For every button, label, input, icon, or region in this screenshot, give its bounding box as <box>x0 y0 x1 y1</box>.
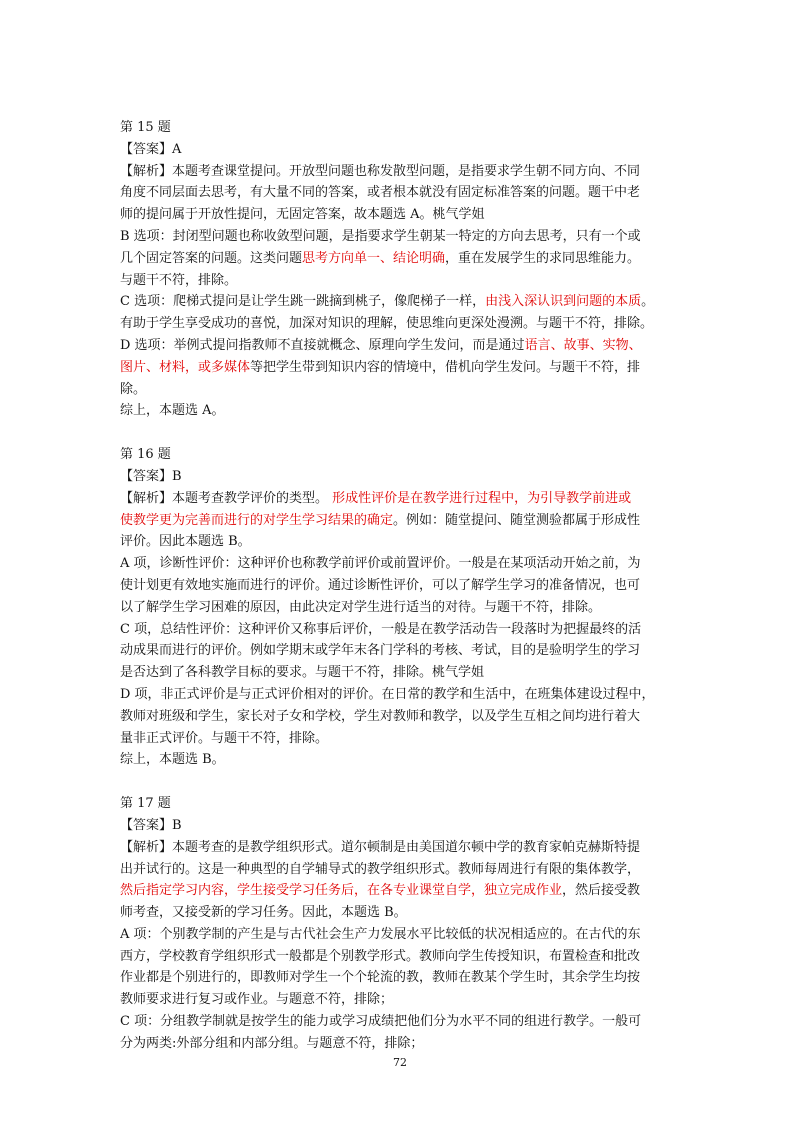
text-line <box>120 662 688 684</box>
text-segment: 西方，学校教育学组织形式一般都是个别教学形式。教师向学生传授知识，布置检查和批改 <box>120 948 641 964</box>
text-segment: 【解析】本题考查的是教学组织形式。道尔顿制是由美国道尔顿中学的教育家帕克赫斯特提 <box>120 839 641 855</box>
text-line <box>120 248 688 270</box>
text-segment: 是否达到了各科教学目标的要求。与题干不符，排除。桃气学姐 <box>120 665 485 681</box>
text-segment: 等把学生带到知识内容的情境中，借机向学生发问。与题干不符，排 <box>250 359 641 375</box>
text-line <box>120 161 688 183</box>
text-line <box>120 1033 688 1055</box>
text-line <box>120 357 688 379</box>
text-segment: 作业都是个别进行的，即教师对学生一个个轮流的教，教师在教某个学生时，其余学生均按 <box>120 970 641 986</box>
text-segment: 分为两类:外部分组和内部分组。与题意不符，排除； <box>120 1035 424 1051</box>
text-segment: C 项：分组教学制就是按学生的能力或学习成绩把他们分为水平不同的组进行教学。一般可 <box>120 1014 642 1030</box>
text-line <box>120 270 688 292</box>
highlighted-text: 由浅入深认识到问题的本质 <box>485 294 642 310</box>
text-line <box>120 967 688 989</box>
text-line <box>120 575 688 597</box>
text-line <box>120 531 688 553</box>
text-segment: 角度不同层面去思考，有大量不同的答案，或者根本就没有固定标准答案的问题。题干中老 <box>120 185 641 201</box>
text-line <box>120 706 688 728</box>
text-segment: D 项，非正式评价是与正式评价相对的评价。在日常的教学和生活中，在班集体建设过程中， <box>120 686 655 702</box>
text-line <box>120 291 688 313</box>
text-line <box>120 117 688 139</box>
text-line <box>120 444 688 466</box>
text-line <box>120 139 688 161</box>
text-line <box>120 902 688 924</box>
text-line <box>120 815 688 837</box>
section-gap <box>120 771 688 793</box>
text-line <box>120 749 688 771</box>
text-line <box>120 946 688 968</box>
text-segment: 教师要求进行复习或作业。与题意不符，排除； <box>120 992 394 1008</box>
text-line <box>120 182 688 204</box>
highlighted-text: 使教学更为完善而进行的对学生学习结果的确定 <box>120 512 394 528</box>
text-line <box>120 859 688 881</box>
text-line <box>120 640 688 662</box>
text-segment: C 项，总结性评价：这种评价又称事后评价，一般是在教学活动告一段落时为把握最终的活 <box>120 621 642 637</box>
text-line <box>120 793 688 815</box>
text-segment: 有助于学生享受成功的喜悦，加深对知识的理解，使思维向更深处漫溯。与题干不符，排除。 <box>120 316 654 332</box>
text-line <box>120 684 688 706</box>
highlighted-text: 语言、故事、实物、 <box>524 337 642 353</box>
text-segment: 师考查，又接受新的学习任务。因此，本题选 B。 <box>120 905 407 921</box>
text-segment: 。例如：随堂提问、随堂测验都属于形成性 <box>393 512 641 528</box>
section-gap <box>120 422 688 444</box>
text-segment: 【解析】本题考查课堂提问。开放型问题也称发散型问题，是指要求学生朝不同方向、不同 <box>120 163 641 179</box>
text-line <box>120 335 688 357</box>
text-segment: 教师对班级和学生，家长对子女和学校，学生对教师和教学，以及学生互相之间均进行着大 <box>120 708 641 724</box>
text-segment: A 项：个别教学制的产生是与古代社会生产力发展水平比较低的状况相适应的。在古代的东 <box>120 926 641 942</box>
highlighted-text: 然后指定学习内容，学生接受学习任务后，在各专业课堂自学，独立完成作业 <box>120 883 563 899</box>
text-segment: ，重在发展学生的求同思维能力。 <box>445 250 641 266</box>
text-line <box>120 728 688 750</box>
text-line <box>120 204 688 226</box>
question-section <box>120 444 688 771</box>
text-line <box>120 466 688 488</box>
text-segment: A 项，诊断性评价：这种评价也称教学前评价或前置评价。一般是在某项活动开始之前，为 <box>120 556 641 572</box>
text-segment: 【答案】B <box>120 817 182 833</box>
text-segment: 师的提问属于开放性提问，无固定答案，故本题选 A。桃气学姐 <box>120 207 485 223</box>
text-segment: ，然后接受教 <box>562 883 641 899</box>
text-line <box>120 400 688 422</box>
text-segment: 综上，本题选 A。 <box>120 403 225 419</box>
text-segment: 与题干不符，排除。 <box>120 272 238 288</box>
text-line <box>120 837 688 859</box>
text-segment: 动成果而进行的评价。例如学期末或学年末各门学科的考核、考试，目的是验明学生的学习 <box>120 643 641 659</box>
text-segment: 第 15 题 <box>120 120 171 135</box>
text-line <box>120 553 688 575</box>
text-segment: 以了解学生学习困难的原因，由此决定对学生进行适当的对待。与题干不符，排除。 <box>120 599 602 615</box>
highlighted-text: 形成性评价是在教学进行过程中，为引导教学前进或 <box>332 490 632 506</box>
page-number: 72 <box>393 1056 407 1069</box>
text-segment: 第 17 题 <box>120 796 171 812</box>
text-segment: 。 <box>641 294 655 310</box>
text-line <box>120 597 688 619</box>
highlighted-text: 思考方向单一、结论明确 <box>302 250 446 266</box>
question-section <box>120 117 688 422</box>
text-line <box>120 226 688 248</box>
text-segment: C 选项：爬梯式提问是让学生跳一跳摘到桃子，像爬梯子一样， <box>120 294 486 310</box>
text-segment: 【答案】B <box>120 468 182 484</box>
text-line <box>120 379 688 401</box>
text-line <box>120 619 688 641</box>
text-segment: 除。 <box>120 381 147 397</box>
text-line <box>120 924 688 946</box>
text-segment: 第 16 题 <box>120 447 171 463</box>
text-line <box>120 313 688 335</box>
text-segment: 评价。因此本题选 B。 <box>120 534 251 550</box>
question-section <box>120 793 688 1055</box>
text-segment: 出并试行的。这是一种典型的自学辅导式的教学组织形式。教师每周进行有限的集体教学， <box>120 861 641 877</box>
text-segment: 【解析】本题考查教学评价的类型。 <box>120 490 333 506</box>
highlighted-text: 图片、材料，或多媒体 <box>120 359 251 375</box>
text-segment: 几个固定答案的问题。这类问题 <box>120 250 303 266</box>
text-segment: B 选项：封闭型问题也称收敛型问题，是指要求学生朝某一特定的方向去思考，只有一个或 <box>120 228 641 244</box>
document-page <box>120 117 688 1055</box>
text-line <box>120 510 688 532</box>
text-segment: D 选项：举例式提问指教师不直接就概念、原理向学生发问，而是通过 <box>120 337 525 353</box>
text-line <box>120 488 688 510</box>
text-line <box>120 880 688 902</box>
text-line <box>120 1011 688 1033</box>
text-segment: 综上，本题选 B。 <box>120 752 225 768</box>
text-segment: 【答案】A <box>120 141 182 157</box>
text-segment: 使计划更有效地实施而进行的评价。通过诊断性评价，可以了解学生学习的准备情况，也可 <box>120 577 641 593</box>
text-line <box>120 989 688 1011</box>
text-segment: 量非正式评价。与题干不符，排除。 <box>120 730 329 746</box>
